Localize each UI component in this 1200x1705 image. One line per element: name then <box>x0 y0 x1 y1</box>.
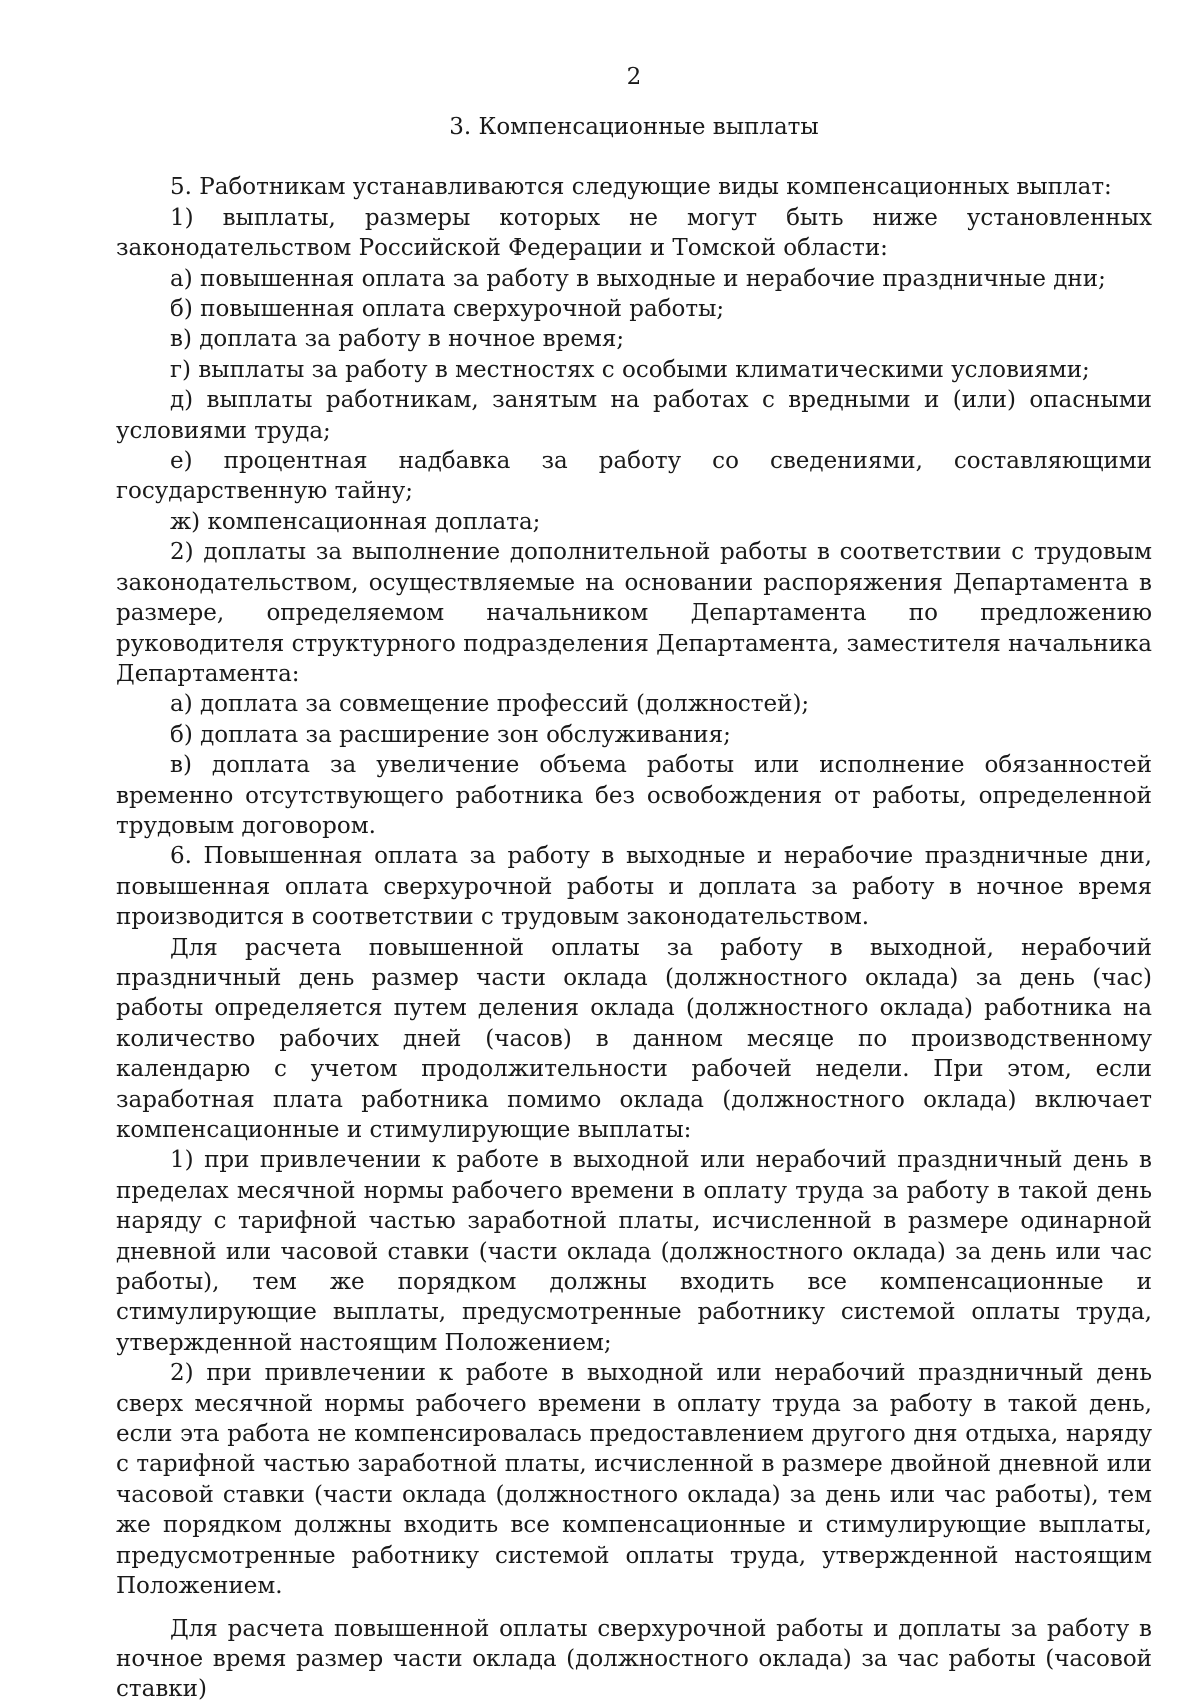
paragraph-subitem-a: а) повышенная оплата за работу в выходные и нерабочие праздничные дни; <box>170 265 1106 292</box>
paragraph-subitem-2: 2) доплаты за выполнение дополнительной работы в соответствии с трудовым законодательством, осуществляемые на основании распоряжения Департамента в размере, определяемом начальником Департамента по предложению руководителя структурного подразделения Департамента, заместителя начальника Департамента: <box>116 539 1152 687</box>
paragraph-overtime-calculation: Для расчета повышенной оплаты сверхурочной работы и доплаты за работу в ночное время размер части оклада (должностного оклада) за час работы (часовой ставки) <box>116 1615 1152 1703</box>
paragraph-subitem-g: г) выплаты за работу в местностях с особыми климатическими условиями; <box>170 356 1090 383</box>
paragraph-subitem-e: е) процентная надбавка за работу со сведениями, составляющими государственную тайну; <box>116 448 1152 505</box>
paragraph-subitem-2v: в) доплата за увеличение объема работы или исполнение обязанностей временно отсутствующего работника без освобождения от работы, определенной трудовым договором. <box>116 752 1152 839</box>
paragraph-subitem-zh: ж) компенсационная доплата; <box>170 508 541 535</box>
paragraph-item-5: 5. Работникам устанавливаются следующие виды компенсационных выплат: <box>170 174 1112 201</box>
page-number: 2 <box>626 64 642 90</box>
document-page <box>116 62 1152 1705</box>
paragraph-holiday-calculation: Для расчета повышенной оплаты за работу в выходной, нерабочий праздничный день размер части оклада (должностного оклада) за день (час) работы определяется путем деления оклада (должностного оклада) работника на количество рабочих дней (часов) в данном месяце по производственному календарю с учетом продолжительности рабочей недели. При этом, если заработная плата работника помимо оклада (должностного оклада) включает компенсационные и стимулирующие выплаты: <box>116 934 1152 1143</box>
paragraph-holiday-within-norm: 1) при привлечении к работе в выходной или нерабочий праздничный день в пределах месячной нормы рабочего времени в оплату труда за работу в такой день наряду с тарифной частью заработной платы, исчисленной в размере одинарной дневной или часовой ставки (части оклада (должностного оклада) за день или час работы), тем же порядком должны входить все компенсационные и стимулирующие выплаты, предусмотренные работнику системой оплаты труда, утвержденной настоящим Положением; <box>116 1147 1152 1356</box>
paragraph-subitem-b: б) повышенная оплата сверхурочной работы; <box>170 296 725 323</box>
paragraph-subitem-2a: а) доплата за совмещение профессий (должностей); <box>170 691 810 718</box>
paragraph-subitem-2b: б) доплата за расширение зон обслуживания; <box>170 721 731 748</box>
paragraph-subitem-d: д) выплаты работникам, занятым на работах с вредными и (или) опасными условиями труда; <box>116 387 1152 444</box>
paragraph-subitem-v: в) доплата за работу в ночное время; <box>170 326 625 353</box>
paragraph-item-6: 6. Повышенная оплата за работу в выходные и нерабочие праздничные дни, повышенная оплата сверхурочной работы и доплата за работу в ночное время производится в соответствии с трудовым законодательством. <box>116 843 1152 931</box>
paragraph-subitem-1: 1) выплаты, размеры которых не могут быть ниже установленных законодательством Российской Федерации и Томской области: <box>116 204 1152 262</box>
paragraph-holiday-over-norm: 2) при привлечении к работе в выходной или нерабочий праздничный день сверх месячной нормы рабочего времени в оплату труда за работу в такой день, если эта работа не компенсировалась предоставлением другого дня отдыха, наряду с тарифной частью заработной платы, исчисленной в размере двойной дневной или часовой ставки (части оклада (должностного оклада) за день или час работы), тем же порядком должны входить все компенсационные и стимулирующие выплаты, предусмотренные работнику системой оплаты труда, утвержденной настоящим Положением. <box>116 1360 1152 1600</box>
section-title: 3. Компенсационные выплаты <box>449 114 819 140</box>
